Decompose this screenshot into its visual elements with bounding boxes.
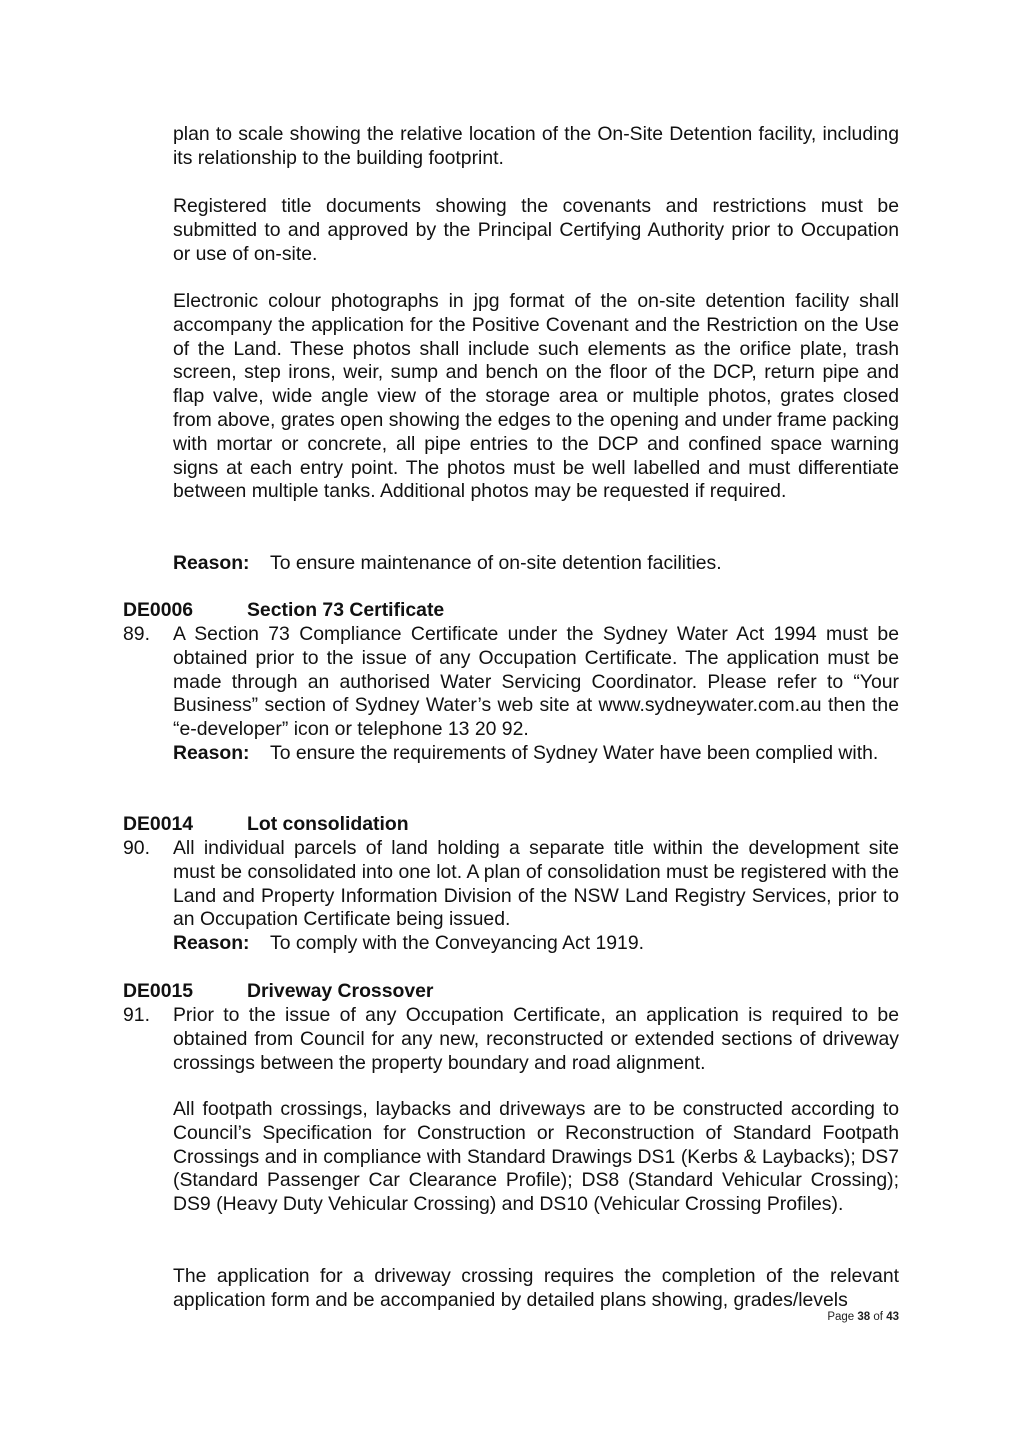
section-heading-de0015 [123,980,433,1004]
condition-text: Prior to the issue of any Occupation Certificate, an application is required to be obtained from Council for any new, reconstructed or extended sections of driveway crossings between the property boundary and road alignment. [173,1004,899,1074]
condition-paragraph-2: All footpath crossings, laybacks and driveways are to be constructed according to Council’s Specification for Construction or Reconstruction of Standard Footpath Crossings and in compliance with Standard Drawings DS1 (Kerbs & Laybacks); DS7 (Standard Passenger Car Clearance Profile); DS8 (Standard Vehicular Crossing); DS9 (Heavy Duty Vehicular Crossing) and DS10 (Vehicular Crossing Profiles). [173,1098,899,1216]
page-prefix: Page [827,1311,855,1323]
section-code: DE0006 [123,599,194,621]
page-current: 38 [857,1311,871,1323]
condition-text: All individual parcels of land holding a separate title within the development site must be consolidated into one lot. A plan of consolidation must be registered with the Land and Property Information Division of the NSW Land Registry Services, prior to an Occupation Certificate being issued. [173,837,899,931]
section-code: DE0015 [123,980,194,1002]
section-heading-de0014 [123,813,409,837]
intro-paragraph-2: Registered title documents showing the covenants and restrictions must be submitted to and approved by the Principal Certifying Authority prior to Occupation or use of on-site. [173,195,899,265]
reason-label: Reason: [173,552,250,574]
reason-text: To comply with the Conveyancing Act 1919. [270,932,645,954]
section-code: DE0014 [123,813,194,835]
page-total: 43 [886,1311,899,1323]
condition-number: 89. [123,623,150,645]
condition-number: 90. [123,837,150,859]
intro-paragraph-1: plan to scale showing the relative location of the On-Site Detention facility, including its relationship to the building footprint. [173,123,899,169]
condition-paragraph-3: The application for a driveway crossing requires the completion of the relevant application form and be accompanied by detailed plans showing, grades/levels [173,1265,899,1311]
section-title: Section 73 Certificate [247,599,445,621]
reason-text: To ensure the requirements of Sydney Water have been complied with. [270,742,879,764]
section-reason [173,932,899,956]
intro-reason [173,552,899,576]
reason-label: Reason: [173,742,250,764]
section-title: Lot consolidation [247,813,409,835]
intro-paragraph-3: Electronic colour photographs in jpg format of the on-site detention facility shall accompany the application for the Positive Covenant and the Restriction on the Use of the Land. These photos shall include such elements as the orifice plate, trash screen, step irons, weir, sump and bench on the floor of the DCP, return pipe and flap valve, wide angle view of the storage area or multiple photos, grates closed from above, grates open showing the edges to the opening and under frame packing with mortar or concrete, all pipe entries to the DCP and confined space warning signs at each entry point. The photos must be well labelled and must differentiate between multiple tanks. Additional photos may be requested if required. [173,290,899,503]
section-title: Driveway Crossover [247,980,434,1002]
page-number [780,1310,899,1324]
section-heading-de0006 [123,599,444,623]
section-reason [173,742,899,766]
page-of: of [873,1311,883,1323]
reason-label: Reason: [173,932,250,954]
reason-text: To ensure maintenance of on-site detention facilities. [270,552,722,574]
condition-number: 91. [123,1004,150,1026]
condition-text: A Section 73 Compliance Certificate under the Sydney Water Act 1994 must be obtained prior to the issue of any Occupation Certificate. The application must be made through an authorised Water Servicing Coordinator. Please refer to “Your Business” section of Sydney Water’s web site at www.sydneywater.com.au then the “e-developer” icon or telephone 13 20 92. [173,623,899,741]
